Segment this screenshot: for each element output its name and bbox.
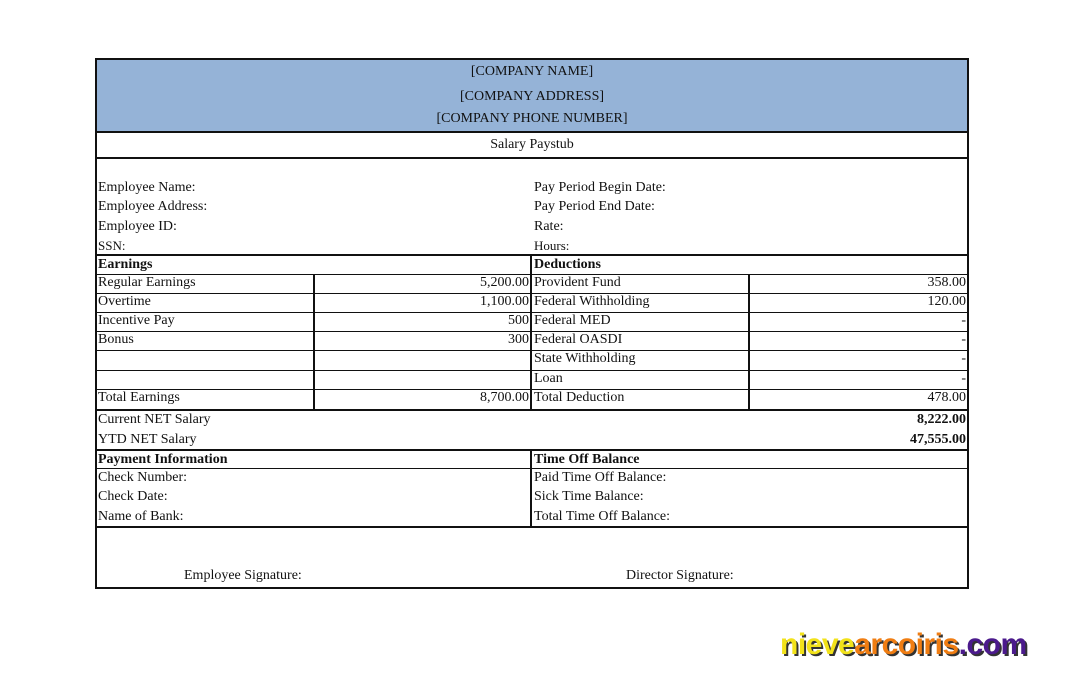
company-phone: [COMPANY PHONE NUMBER] <box>436 111 628 126</box>
ssn-label: SSN: <box>98 238 126 253</box>
current-net-label: Current NET Salary <box>98 412 211 427</box>
divider <box>530 449 532 527</box>
divider <box>748 274 750 409</box>
deductions-row-label: Provident Fund <box>534 275 621 290</box>
company-address: [COMPANY ADDRESS] <box>459 89 605 104</box>
deductions-row-label: Federal OASDI <box>534 332 623 347</box>
page-title: Salary Paystub <box>490 137 574 152</box>
divider <box>96 526 968 528</box>
row-divider <box>96 350 968 351</box>
deductions-row-label: State Withholding <box>534 351 636 366</box>
deductions-row-value: - <box>961 371 966 386</box>
earnings-row-label: Regular Earnings <box>98 275 196 290</box>
deductions-row-label: Federal MED <box>534 313 611 328</box>
earnings-row-label: Incentive Pay <box>98 313 175 328</box>
earnings-row-value: 5,200.00 <box>480 275 529 290</box>
deductions-row-label: Federal Withholding <box>534 294 650 309</box>
time-off-heading: Time Off Balance <box>534 452 640 467</box>
watermark-part: nieve <box>780 628 855 661</box>
employee-id-label: Employee ID: <box>98 219 177 234</box>
divider <box>96 449 968 451</box>
earnings-row-value: 8,700.00 <box>480 390 529 405</box>
divider <box>313 274 315 409</box>
earnings-row-value: 1,100.00 <box>480 294 529 309</box>
row-divider <box>96 293 968 294</box>
deductions-heading: Deductions <box>534 257 601 272</box>
deductions-row-value: 358.00 <box>927 275 966 290</box>
payment-heading: Payment Information <box>98 452 228 467</box>
deductions-row-label: Loan <box>534 371 563 386</box>
earnings-row-label: Total Earnings <box>98 390 180 405</box>
total-time-off-label: Total Time Off Balance: <box>534 509 671 524</box>
employee-signature-label: Employee Signature: <box>184 568 302 583</box>
earnings-row-label: Overtime <box>98 294 151 309</box>
deductions-row-value: - <box>961 351 966 366</box>
hours-label: Hours: <box>534 238 570 253</box>
director-signature-label: Director Signature: <box>626 568 734 583</box>
row-divider <box>96 274 968 275</box>
row-divider <box>96 331 968 332</box>
divider <box>96 131 968 133</box>
row-divider <box>96 389 968 390</box>
company-name: [COMPANY NAME] <box>470 64 594 79</box>
watermark-part: .com <box>958 628 1027 661</box>
current-net-value: 8,222.00 <box>917 412 966 427</box>
watermark-logo <box>780 628 1027 662</box>
ytd-net-label: YTD NET Salary <box>98 432 197 447</box>
divider <box>96 468 968 469</box>
divider <box>530 254 532 409</box>
check-date-label: Check Date: <box>98 489 168 504</box>
divider <box>96 254 968 256</box>
check-number-label: Check Number: <box>98 470 188 485</box>
earnings-row-label: Bonus <box>98 332 134 347</box>
divider <box>96 409 968 411</box>
deductions-row-value: - <box>961 313 966 328</box>
employee-address-label: Employee Address: <box>98 199 208 214</box>
pay-period-begin-label: Pay Period Begin Date: <box>534 180 666 195</box>
deductions-row-value: 478.00 <box>927 390 966 405</box>
divider <box>96 157 968 159</box>
deductions-row-value: 120.00 <box>927 294 966 309</box>
earnings-row-value: 500 <box>508 313 529 328</box>
deductions-row-value: - <box>961 332 966 347</box>
deductions-row-label: Total Deduction <box>534 390 625 405</box>
watermark-part: arcoiris <box>854 628 959 661</box>
earnings-row-value: 300 <box>508 332 529 347</box>
employee-name-label: Employee Name: <box>98 180 196 195</box>
pay-period-end-label: Pay Period End Date: <box>534 199 655 214</box>
rate-label: Rate: <box>534 219 564 234</box>
ytd-net-value: 47,555.00 <box>910 432 966 447</box>
sick-time-label: Sick Time Balance: <box>534 489 644 504</box>
paid-time-off-label: Paid Time Off Balance: <box>534 470 667 485</box>
row-divider <box>96 312 968 313</box>
earnings-heading: Earnings <box>98 257 153 272</box>
row-divider <box>96 370 968 371</box>
bank-name-label: Name of Bank: <box>98 509 184 524</box>
